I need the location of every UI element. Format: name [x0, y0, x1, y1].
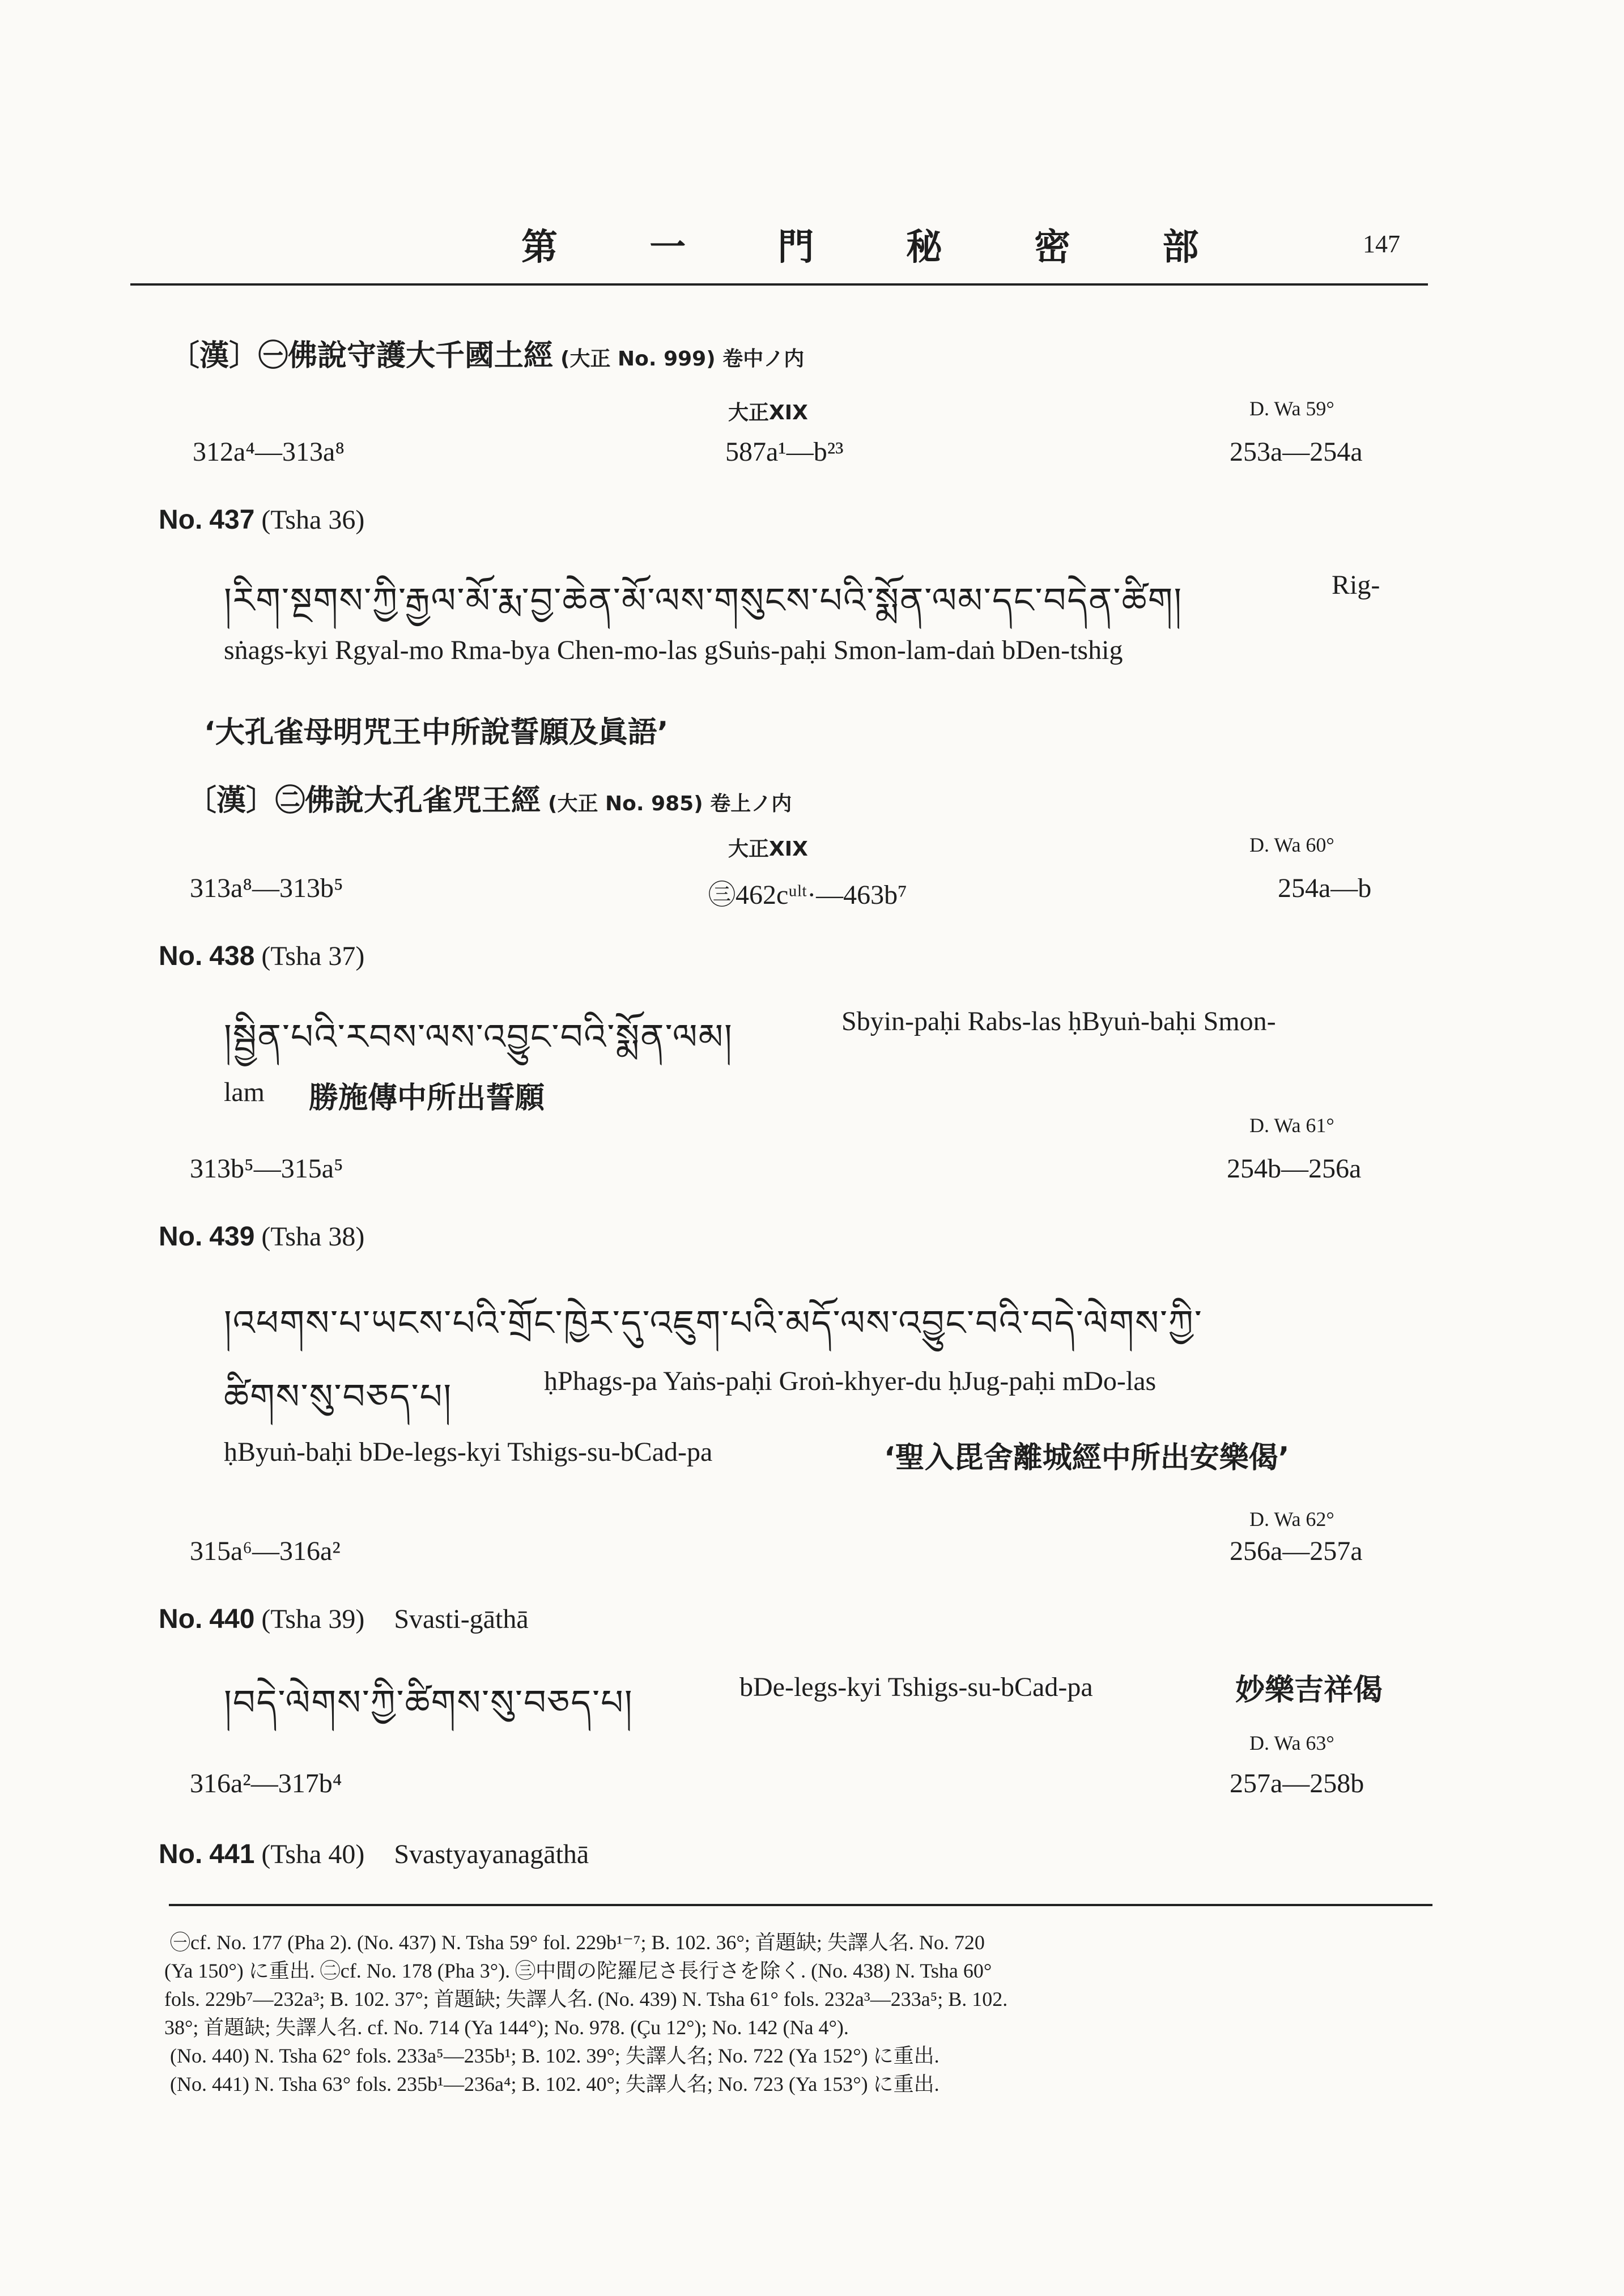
header-rule — [130, 283, 1428, 286]
derge-range: 254a—b — [1278, 873, 1372, 903]
tibetan-title-cont: ཚིགས་སུ་བཅད་པ། — [224, 1376, 453, 1417]
romanized-title: bDe-legs-kyi Tshigs-su-bCad-pa — [739, 1672, 1093, 1702]
chinese-parallel: 〔漢〕㊁佛說大孔雀咒王經 (大正 No. 985) 卷上ノ内 — [187, 784, 792, 818]
romanized-title-cont: sṅags-kyi Rgyal-mo Rma-bya Chen-mo-las gSuṅs-paḥi Smon-lam-daṅ bDen-tshig — [224, 635, 1123, 665]
romanized-title: Rig- — [1332, 570, 1380, 600]
japanese-title: ‘大孔雀母明咒王中所說誓願及眞語’ — [204, 716, 669, 750]
romanized-title-cont: ḥByuṅ-baḥi bDe-legs-kyi Tshigs-su-bCad-pa — [224, 1437, 713, 1467]
footnote-line: (Ya 150°) に重出. ㊁cf. No. 178 (Pha 3°). ㊂中間の陀羅尼さ長行さを除く. (No. 438) N. Tsha 60° — [164, 1959, 992, 1982]
romanized-title-cont: lam — [224, 1077, 265, 1107]
footnote-line: 38°; 首題缺; 失譯人名. cf. No. 714 (Ya 144°); No. 978. (Çu 12°); No. 142 (Na 4°). — [164, 2016, 849, 2039]
peking-range: 315a⁶—316a² — [190, 1536, 341, 1566]
entry-heading: No. 438 (Tsha 37) — [159, 941, 365, 971]
entry-heading: No. 439 (Tsha 38) — [159, 1222, 365, 1252]
entry-heading: No. 440 (Tsha 39) Svasti-gāthā — [159, 1604, 529, 1634]
peking-range: 313b⁵—315a⁵ — [190, 1154, 343, 1184]
footnote-line: fols. 229b⁷—232a³; B. 102. 37°; 首題缺; 失譯人名. (No. 439) N. Tsha 61° fols. 232a³—233a⁵; B. 102. — [164, 1988, 1008, 2010]
footnote-line: (No. 441) N. Tsha 63° fols. 235b¹—236a⁴; B. 102. 40°; 失譯人名; No. 723 (Ya 153°) に重出. — [170, 2073, 939, 2095]
derge-ref: D. Wa 60° — [1249, 834, 1334, 856]
chinese-parallel: 〔漢〕㊀佛說守護大千國土經 (大正 No. 999) 卷中ノ内 — [170, 339, 805, 373]
page-number: 147 — [1363, 230, 1400, 258]
romanized-title: ḥPhags-pa Yaṅs-paḥi Groṅ-khyer-du ḥJug-paḥi mDo-las — [544, 1366, 1157, 1396]
derge-range: 256a—257a — [1230, 1536, 1363, 1566]
footnote-rule — [169, 1904, 1432, 1906]
derge-ref: D. Wa 59° — [1249, 397, 1334, 420]
derge-ref: D. Wa 63° — [1249, 1732, 1334, 1754]
derge-range: 253a—254a — [1230, 437, 1363, 467]
taisho-volume: 大正XIX — [728, 401, 808, 424]
peking-range: 312a⁴—313a⁸ — [193, 437, 345, 467]
peking-range: 316a²—317b⁴ — [190, 1768, 342, 1798]
taisho-range: 587a¹—b²³ — [725, 437, 844, 467]
taisho-volume: 大正XIX — [728, 837, 808, 861]
derge-ref: D. Wa 62° — [1249, 1508, 1334, 1530]
taisho-range: ㊂462cᵘˡᵗ·—463b⁷ — [708, 880, 907, 910]
japanese-title: 妙樂吉祥偈 — [1235, 1673, 1383, 1707]
footnote-line: ㊀cf. No. 177 (Pha 2). (No. 437) N. Tsha 59° fol. 229b¹⁻⁷; B. 102. 36°; 首題缺; 失譯人名. No. 720 — [170, 1931, 985, 1954]
tibetan-title: །འཕགས་པ་ཡངས་པའི་གྲོང་ཁྱེར་དུ་འཇུག་པའི་མདོ་ལས་འབྱུང་བའི་བདེ་ལེགས་ཀྱི་ — [224, 1302, 1203, 1343]
peking-range: 313a⁸—313b⁵ — [190, 873, 343, 903]
entry-heading: No. 441 (Tsha 40) Svastyayanagāthā — [159, 1839, 589, 1869]
japanese-title: 勝施傳中所出誓願 — [309, 1081, 545, 1115]
tibetan-title: །རིག་སྔགས་ཀྱི་རྒྱལ་མོ་རྨ་བྱ་ཆེན་མོ་ལས་གསུངས་པའི་སྨོན་ལམ་དང་བདེན་ཚིག། — [224, 580, 1183, 621]
tibetan-title: །སྦྱིན་པའི་རབས་ལས་འབྱུང་བའི་སྨོན་ལམ། — [224, 1016, 733, 1057]
page-header-title: 第 一 門 秘 密 部 — [521, 227, 1239, 269]
footnote-line: (No. 440) N. Tsha 62° fols. 233a⁵—235b¹; B. 102. 39°; 失譯人名; No. 722 (Ya 152°) に重出. — [170, 2044, 939, 2067]
romanized-title: Sbyin-paḥi Rabs-las ḥByuṅ-baḥi Smon- — [841, 1006, 1276, 1036]
derge-range: 257a—258b — [1230, 1768, 1364, 1798]
japanese-title: ‘聖入毘舍離城經中所出安樂偈’ — [884, 1441, 1290, 1475]
derge-ref: D. Wa 61° — [1249, 1114, 1334, 1137]
entry-heading: No. 437 (Tsha 36) — [159, 505, 365, 535]
tibetan-title: །བདེ་ལེགས་ཀྱི་ཚིགས་སུ་བཅད་པ། — [224, 1682, 634, 1723]
derge-range: 254b—256a — [1227, 1154, 1362, 1184]
